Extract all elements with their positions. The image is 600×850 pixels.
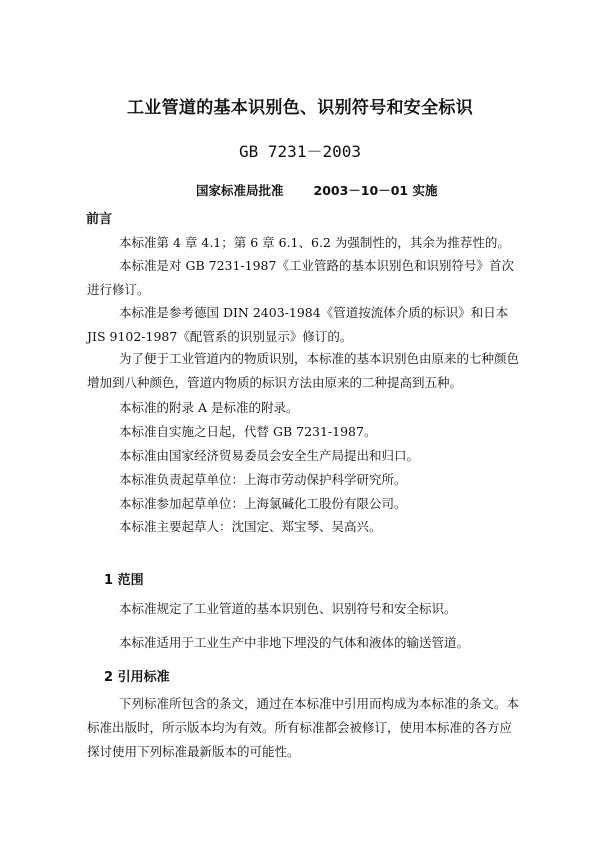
section-2-heading: 2 引用标准: [104, 670, 170, 685]
approval-line: [196, 181, 437, 199]
foreword-paragraph: 本标准第 4 章 4.1；第 6 章 6.1、6.2 为强制性的，其余为推荐性的。: [119, 235, 510, 250]
section-1-paragraph: 本标准适用于工业生产中非地下埋没的气体和液体的输送管道。: [119, 635, 470, 650]
section-1-heading: 1 范围: [104, 573, 144, 588]
foreword-paragraph: 本标准由国家经济贸易委员会安全生产局提出和归口。: [119, 448, 420, 463]
foreword-paragraph: 本标准是参考德国 DIN 2403-1984《管道按流体介质的标识》和日本 JIS 9102-1987《配管系的识别显示》修订的。: [87, 305, 509, 344]
standard-number: GB 7231－2003: [239, 142, 361, 161]
approval-issuer: 国家标准局批准: [196, 183, 284, 198]
document-title: 工业管道的基本识别色、识别符号和安全标识: [127, 98, 473, 118]
foreword-paragraph: 本标准参加起草单位：上海氯碱化工股份有限公司。: [119, 496, 407, 511]
implementation-date: 2003－10－01 实施: [313, 183, 438, 198]
foreword-heading: 前言: [86, 212, 113, 227]
section-2-paragraph: 下列标准所包含的条文，通过在本标准中引用而构成为本标准的条文。本标准出版时，所示版本均为有效。所有标准都会被修订，使用本标准的各方应探讨使用下列标准最新版本的可能性。: [87, 696, 520, 759]
foreword-paragraph: 为了便于工业管道内的物质识别，本标准的基本识别色由原来的七种颜色增加到八种颜色，管道内物质的标识方法由原来的二种提高到五种。: [87, 351, 520, 390]
foreword-paragraph: 本标准负责起草单位：上海市劳动保护科学研究所。: [119, 472, 407, 487]
foreword-paragraph: 本标准的附录 A 是标准的附录。: [119, 400, 299, 415]
foreword-paragraph: 本标准主要起草人：沈国定、郑宝琴、吴高兴。: [119, 519, 382, 534]
section-1-paragraph: 本标准规定了工业管道的基本识别色、识别符号和安全标识。: [119, 601, 457, 616]
foreword-paragraph: 本标准自实施之日起，代替 GB 7231-1987。: [119, 424, 377, 439]
foreword-paragraph: 本标准是对 GB 7231-1987《工业管路的基本识别色和识别符号》首次进行修订。: [87, 258, 514, 297]
